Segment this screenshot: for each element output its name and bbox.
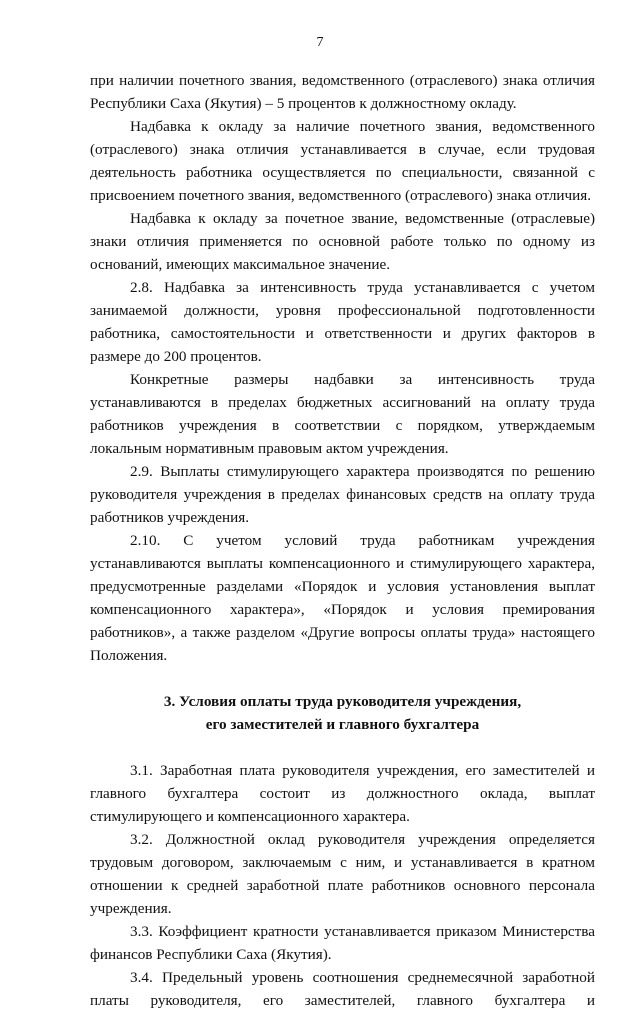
- section-heading-line: его заместителей и главного бухгалтера: [205, 716, 480, 733]
- document-body: [90, 69, 595, 1012]
- paragraph: 2.9. Выплаты стимулирующего характера производятся по решению руководителя учреждения в пределах финансовых средств на оплату труда работников учреждения.: [90, 463, 595, 526]
- paragraph: 2.10. С учетом условий труда работникам учреждения устанавливаются выплаты компенсационного и стимулирующего характера, предусмотренные разделами «Порядок и условия установления выплат компенсационного характера», «Порядок и условия премирования работников», а также разделом «Другие вопросы оплаты труда» настоящего Положения.: [90, 532, 595, 664]
- paragraph: Конкретные размеры надбавки за интенсивность труда устанавливаются в пределах бюджетных ассигнований на оплату труда работников учреждения в соответствии с порядком, утверждаемым локальным нормативным правовым актом учреждения.: [90, 371, 595, 457]
- paragraph: 2.8. Надбавка за интенсивность труда устанавливается с учетом занимаемой должности, уровня профессиональной подготовленности работника, самостоятельности и ответственности и других факторов в размере до 200 процентов.: [90, 279, 595, 365]
- paragraph: 3.3. Коэффициент кратности устанавливается приказом Министерства финансов Республики Саха (Якутия).: [90, 923, 595, 963]
- paragraph: 3.1. Заработная плата руководителя учреждения, его заместителей и главного бухгалтера состоит из должностного оклада, выплат стимулирующего и компенсационного характера.: [90, 762, 595, 825]
- paragraph: при наличии почетного звания, ведомственного (отраслевого) знака отличия Республики Саха (Якутия) – 5 процентов к должностному окладу.: [90, 72, 595, 112]
- paragraph: Надбавка к окладу за почетное звание, ведомственные (отраслевые) знаки отличия применяется по основной работе только по одному из оснований, имеющих максимальное значение.: [90, 210, 595, 273]
- paragraph: Надбавка к окладу за наличие почетного звания, ведомственного (отраслевого) знака отличия устанавливается в случае, если трудовая деятельность работника осуществляется по специальности, связанной с присвоением почетного звания, ведомственного (отраслевого) знака отличия.: [90, 118, 595, 204]
- section-heading-line: 3. Условия оплаты труда руководителя учреждения,: [163, 693, 522, 710]
- section-heading: [90, 690, 595, 736]
- page-number: 7: [316, 35, 324, 50]
- paragraph: 3.2. Должностной оклад руководителя учреждения определяется трудовым договором, заключаемым с ним, и устанавливается в кратном отношении к средней заработной плате работников основного персонала учреждения.: [90, 831, 595, 917]
- paragraph: 3.4. Предельный уровень соотношения среднемесячной заработной платы руководителя, его заместителей, главного бухгалтера и: [90, 969, 595, 1009]
